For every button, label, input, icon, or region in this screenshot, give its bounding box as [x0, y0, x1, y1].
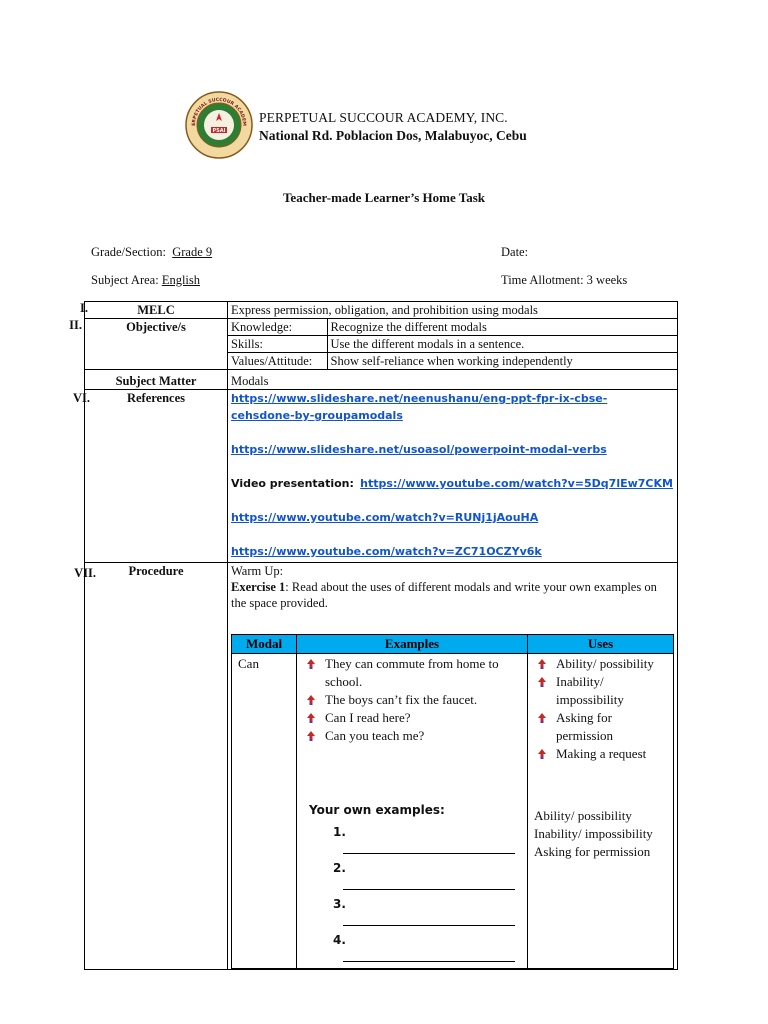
use-item: Making a request	[534, 745, 667, 763]
references-label: References	[85, 390, 228, 563]
svg-text:PSAI: PSAI	[212, 128, 226, 134]
row-subject-matter	[85, 370, 678, 390]
reference-link-3[interactable]: https://www.youtube.com/watch?v=5Dq7lEw7CKM	[360, 477, 673, 490]
example-item: The boys can’t fix the faucet.	[303, 691, 521, 709]
row-num-references: VI.	[72, 391, 90, 405]
own-example-line: 3.	[333, 895, 521, 931]
arrow-bullet-icon	[536, 748, 548, 760]
own-examples-list	[303, 823, 521, 967]
arrow-bullet-icon	[536, 712, 548, 724]
example-item: They can commute from home to school.	[303, 655, 521, 691]
row-procedure	[85, 563, 678, 970]
subject-matter-label: Subject Matter	[85, 370, 228, 390]
school-logo	[185, 91, 253, 159]
row-num-procedure: VII.	[74, 566, 96, 580]
warmup-label: Warm Up:	[231, 564, 284, 578]
reference-link-2[interactable]: https://www.slideshare.net/usoasol/powerpoint-modal-verbs	[231, 443, 607, 456]
reference-link-1[interactable]: https://www.slideshare.net/neenushanu/eng-ppt-fpr-ix-cbse-cehsdone-by-groupamodals	[231, 392, 608, 422]
modal-table	[231, 634, 674, 969]
row-references	[85, 390, 678, 563]
grade-section: Grade/Section: Grade 9	[91, 245, 213, 259]
own-examples-title: Your own examples:	[309, 803, 445, 817]
row-num-objectives: II.	[69, 318, 82, 332]
reference-link-4[interactable]: https://www.youtube.com/watch?v=RUNj1jAouHA	[231, 511, 539, 524]
svg-text:PERPETUAL SUCCOUR ACADEMY: ERPETUAL SUCCOUR ACADEM	[191, 97, 247, 127]
arrow-bullet-icon	[536, 676, 548, 688]
row-objectives	[85, 319, 678, 370]
arrow-bullet-icon	[305, 658, 317, 670]
objective-row: Values/Attitude: Show self-reliance when working independently	[228, 353, 677, 370]
lesson-table	[84, 301, 678, 970]
uses-repeat-text: Ability/ possibility Inability/ impossibility Asking for permission	[534, 808, 653, 859]
uses-cell	[528, 654, 674, 969]
objectives-table	[228, 319, 677, 369]
own-example-line: 1.	[333, 823, 521, 859]
example-item: Can I read here?	[303, 709, 521, 727]
row-num-melc: I.	[80, 301, 88, 315]
arrow-bullet-icon	[305, 730, 317, 742]
header-modal: Modal	[232, 635, 297, 654]
reference-link-5[interactable]: https://www.youtube.com/watch?v=ZC71OCZYv6k	[231, 545, 542, 558]
objective-row: Skills: Use the different modals in a sentence.	[228, 336, 677, 353]
use-item: Ability/ possibility	[534, 655, 667, 673]
use-item: Inability/ impossibility	[534, 673, 667, 709]
header-uses: Uses	[528, 635, 674, 654]
examples-cell	[297, 654, 528, 969]
header-examples: Examples	[297, 635, 528, 654]
video-label: Video presentation:	[231, 477, 354, 490]
school-address: National Rd. Poblacion Dos, Malabuyoc, Cebu	[259, 128, 527, 143]
page-title: Teacher-made Learner’s Home Task	[282, 190, 486, 205]
row-melc	[85, 302, 678, 319]
own-example-line: 2.	[333, 859, 521, 895]
objective-row: Knowledge: Recognize the different modals	[228, 319, 677, 336]
time-allotment: Time Allotment: 3 weeks	[501, 273, 628, 287]
melc-value: Express permission, obligation, and prohibition using modals	[228, 302, 678, 319]
arrow-bullet-icon	[536, 658, 548, 670]
subject-matter-value: Modals	[228, 370, 678, 390]
modal-cell: Can	[232, 654, 297, 969]
objectives-label: Objective/s	[85, 319, 228, 370]
date-label: Date:	[501, 245, 529, 259]
own-example-line: 4.	[333, 931, 521, 967]
use-item: Asking for permission	[534, 709, 667, 745]
procedure-label: Procedure	[85, 563, 228, 970]
school-name: PERPETUAL SUCCOUR ACADEMY, INC.	[259, 110, 508, 125]
melc-label: MELC	[85, 302, 228, 319]
subject-area: Subject Area: English	[91, 273, 201, 287]
exercise-instructions: Exercise 1: Read about the uses of different modals and write your own examples on the space provided.	[231, 580, 657, 610]
arrow-bullet-icon	[305, 694, 317, 706]
example-item: Can you teach me?	[303, 727, 521, 745]
arrow-bullet-icon	[305, 712, 317, 724]
